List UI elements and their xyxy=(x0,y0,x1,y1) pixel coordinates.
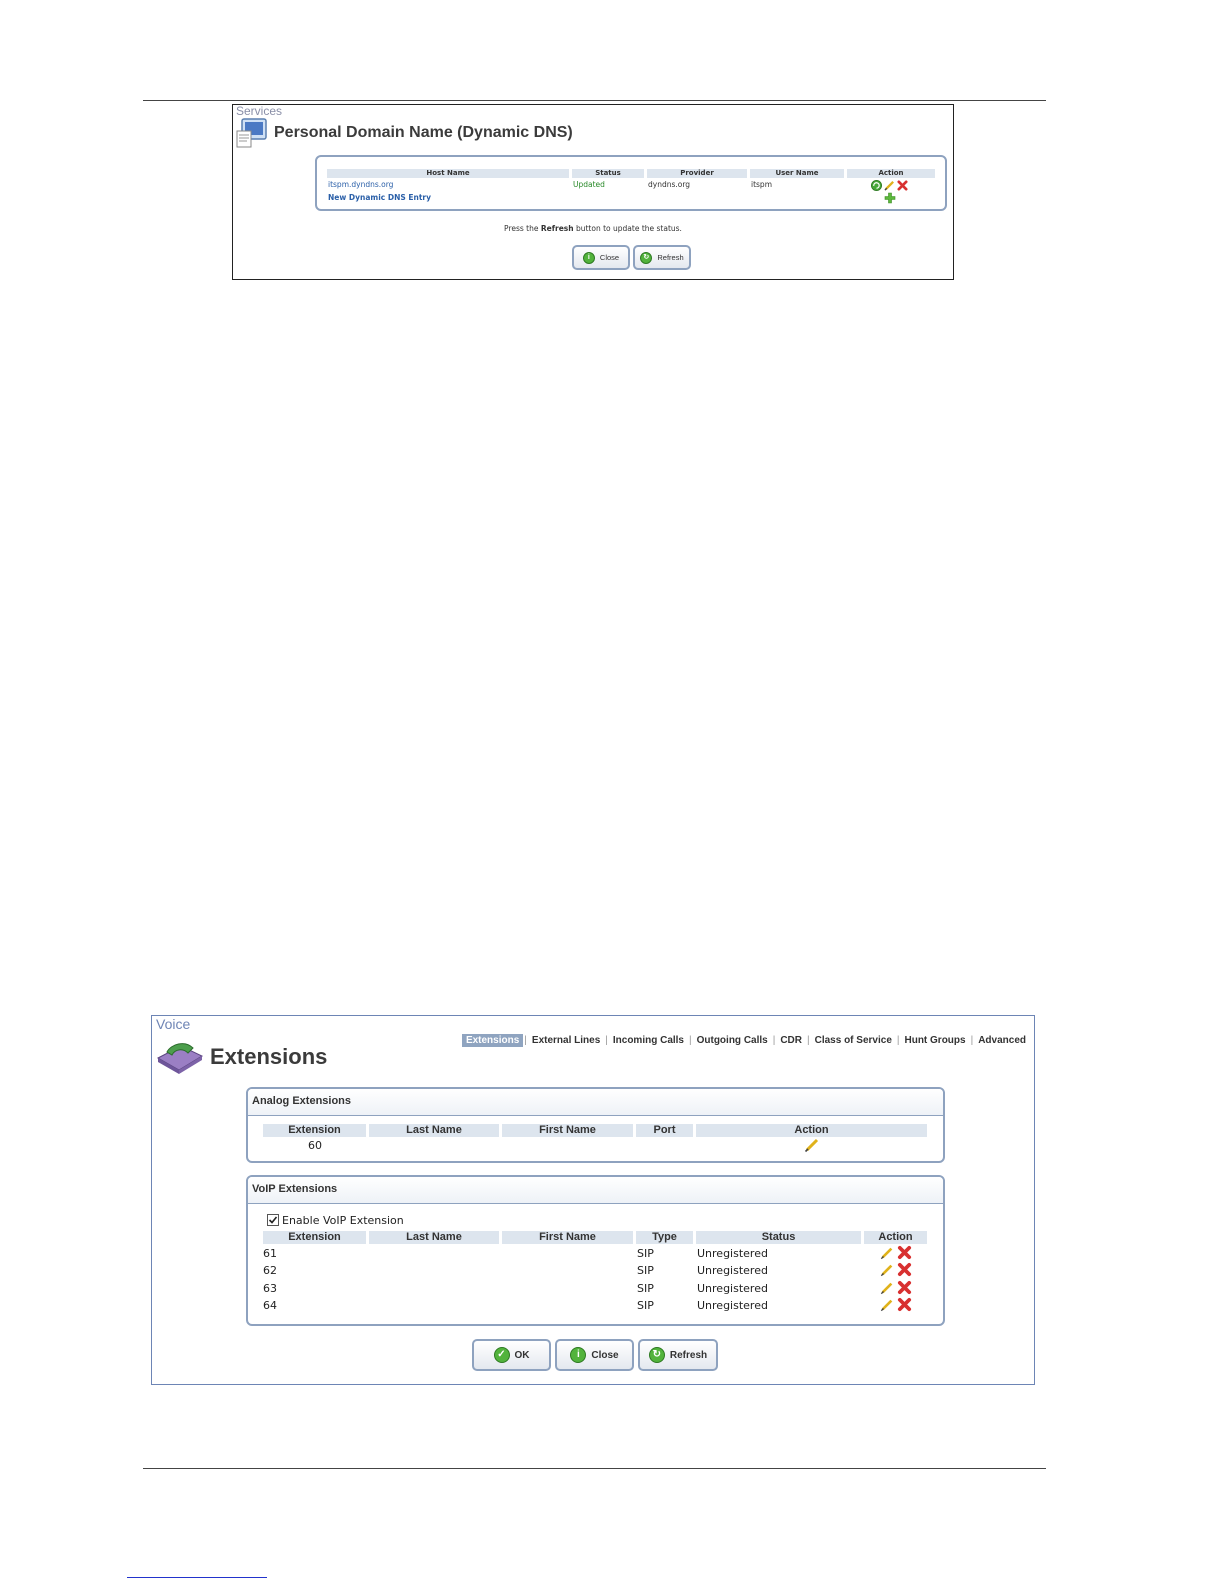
ddns-screenshot xyxy=(232,104,954,280)
refresh-button[interactable] xyxy=(633,245,691,270)
tab-separator: | xyxy=(524,1035,527,1046)
tab-extensions[interactable]: Extensions xyxy=(462,1034,523,1047)
header-rule xyxy=(143,100,1046,101)
column-header: Port xyxy=(636,1124,693,1137)
type-value: SIP xyxy=(637,1299,654,1312)
tab-class-of-service[interactable]: Class of Service xyxy=(814,1035,892,1046)
tab-external-lines[interactable]: External Lines xyxy=(531,1035,601,1046)
refresh-button[interactable] xyxy=(638,1339,718,1371)
column-header: Last Name xyxy=(369,1231,499,1244)
services-icon xyxy=(234,115,270,151)
column-header: Action xyxy=(847,169,935,178)
status-value: Unregistered xyxy=(697,1247,768,1260)
column-header: Last Name xyxy=(369,1124,499,1137)
refresh-label: Refresh xyxy=(657,253,684,262)
new-dynamic-dns-entry-link[interactable]: New Dynamic DNS Entry xyxy=(328,193,432,202)
extension-link[interactable]: 64 xyxy=(263,1299,277,1312)
hint-refresh-word: Refresh xyxy=(540,224,574,233)
tab-advanced[interactable]: Advanced xyxy=(978,1035,1026,1046)
extension-link[interactable]: 60 xyxy=(308,1139,322,1152)
panel-header xyxy=(248,1177,943,1204)
column-header: Action xyxy=(696,1124,927,1137)
extension-link[interactable]: 63 xyxy=(263,1282,277,1295)
tab-incoming-calls[interactable]: Incoming Calls xyxy=(612,1035,684,1046)
ok-label: OK xyxy=(514,1349,530,1361)
delete-icon[interactable] xyxy=(897,180,908,191)
tab-hunt-groups[interactable]: Hunt Groups xyxy=(904,1035,966,1046)
column-header: User Name xyxy=(750,169,844,178)
close-button[interactable] xyxy=(555,1339,634,1371)
tab-separator: | xyxy=(689,1035,692,1046)
column-header: Status xyxy=(696,1231,861,1244)
hint-text: button to update the status. xyxy=(573,224,682,233)
analog-extensions-panel xyxy=(246,1087,945,1163)
panel-title: VoIP Extensions xyxy=(252,1183,338,1195)
refresh-icon: ↻ xyxy=(649,1347,665,1363)
user-name-value: itspm xyxy=(751,180,772,189)
close-label: Close xyxy=(599,253,620,262)
column-header: Host Name xyxy=(327,169,569,178)
section-label: Voice xyxy=(156,1016,191,1032)
add-icon[interactable] xyxy=(884,192,896,204)
delete-icon[interactable] xyxy=(897,1262,912,1277)
ddns-panel xyxy=(315,155,947,211)
column-header: Provider xyxy=(647,169,747,178)
provider-value: dyndns.org xyxy=(648,180,691,189)
host-name-link[interactable]: itspm.dyndns.org xyxy=(328,180,394,189)
status-value: Unregistered xyxy=(697,1264,768,1277)
footer-rule xyxy=(143,1468,1046,1469)
check-icon xyxy=(268,1215,278,1225)
refresh-hint xyxy=(233,224,953,233)
phone-icon xyxy=(155,1036,205,1076)
delete-icon[interactable] xyxy=(897,1245,912,1260)
refresh-icon: ↻ xyxy=(640,252,652,264)
status-value: Unregistered xyxy=(697,1282,768,1295)
tab-separator: | xyxy=(807,1035,810,1046)
close-icon: i xyxy=(583,252,595,264)
enable-voip-label: Enable VoIP Extension xyxy=(282,1214,404,1227)
edit-icon[interactable] xyxy=(880,1246,894,1260)
status-value: Unregistered xyxy=(697,1299,768,1312)
ok-icon: ✓ xyxy=(494,1347,510,1363)
sub-navigation xyxy=(462,1034,1030,1047)
close-label: Close xyxy=(591,1349,619,1361)
column-header: Status xyxy=(572,169,644,178)
delete-icon[interactable] xyxy=(897,1280,912,1295)
column-header: First Name xyxy=(502,1124,633,1137)
column-header: Extension xyxy=(263,1124,366,1137)
tab-outgoing-calls[interactable]: Outgoing Calls xyxy=(696,1035,768,1046)
section-label: Services xyxy=(236,104,283,118)
type-value: SIP xyxy=(637,1282,654,1295)
page-title: Extensions xyxy=(210,1044,328,1069)
column-header: First Name xyxy=(502,1231,633,1244)
close-icon: i xyxy=(570,1347,586,1363)
type-value: SIP xyxy=(637,1247,654,1260)
status-value: Updated xyxy=(573,180,605,189)
column-header: Extension xyxy=(263,1231,366,1244)
extension-link[interactable]: 62 xyxy=(263,1264,277,1277)
enable-voip-checkbox[interactable] xyxy=(267,1214,279,1226)
extension-link[interactable]: 61 xyxy=(263,1247,277,1260)
tab-separator: | xyxy=(970,1035,974,1046)
hint-text: Press the xyxy=(504,224,541,233)
refresh-icon[interactable] xyxy=(871,180,882,191)
delete-icon[interactable] xyxy=(897,1297,912,1312)
tab-cdr[interactable]: CDR xyxy=(780,1035,802,1046)
refresh-label: Refresh xyxy=(669,1349,708,1361)
page-title: Personal Domain Name (Dynamic DNS) xyxy=(274,124,573,141)
ok-button[interactable] xyxy=(472,1339,551,1371)
edit-icon[interactable] xyxy=(880,1281,894,1295)
voice-screenshot xyxy=(151,1015,1035,1385)
edit-icon[interactable] xyxy=(880,1298,894,1312)
column-header: Type xyxy=(636,1231,693,1244)
tab-separator: | xyxy=(896,1035,900,1046)
voip-extensions-panel xyxy=(246,1175,945,1326)
edit-icon[interactable] xyxy=(884,180,895,191)
panel-title: Analog Extensions xyxy=(252,1095,352,1107)
type-value: SIP xyxy=(637,1264,654,1277)
column-header: Action xyxy=(864,1231,927,1244)
edit-icon[interactable] xyxy=(804,1137,820,1153)
panel-header xyxy=(248,1089,943,1116)
tab-separator: | xyxy=(605,1035,608,1046)
close-button[interactable] xyxy=(572,245,630,270)
tab-separator: | xyxy=(772,1035,776,1046)
footer-link-underline xyxy=(127,1577,267,1578)
edit-icon[interactable] xyxy=(880,1263,894,1277)
